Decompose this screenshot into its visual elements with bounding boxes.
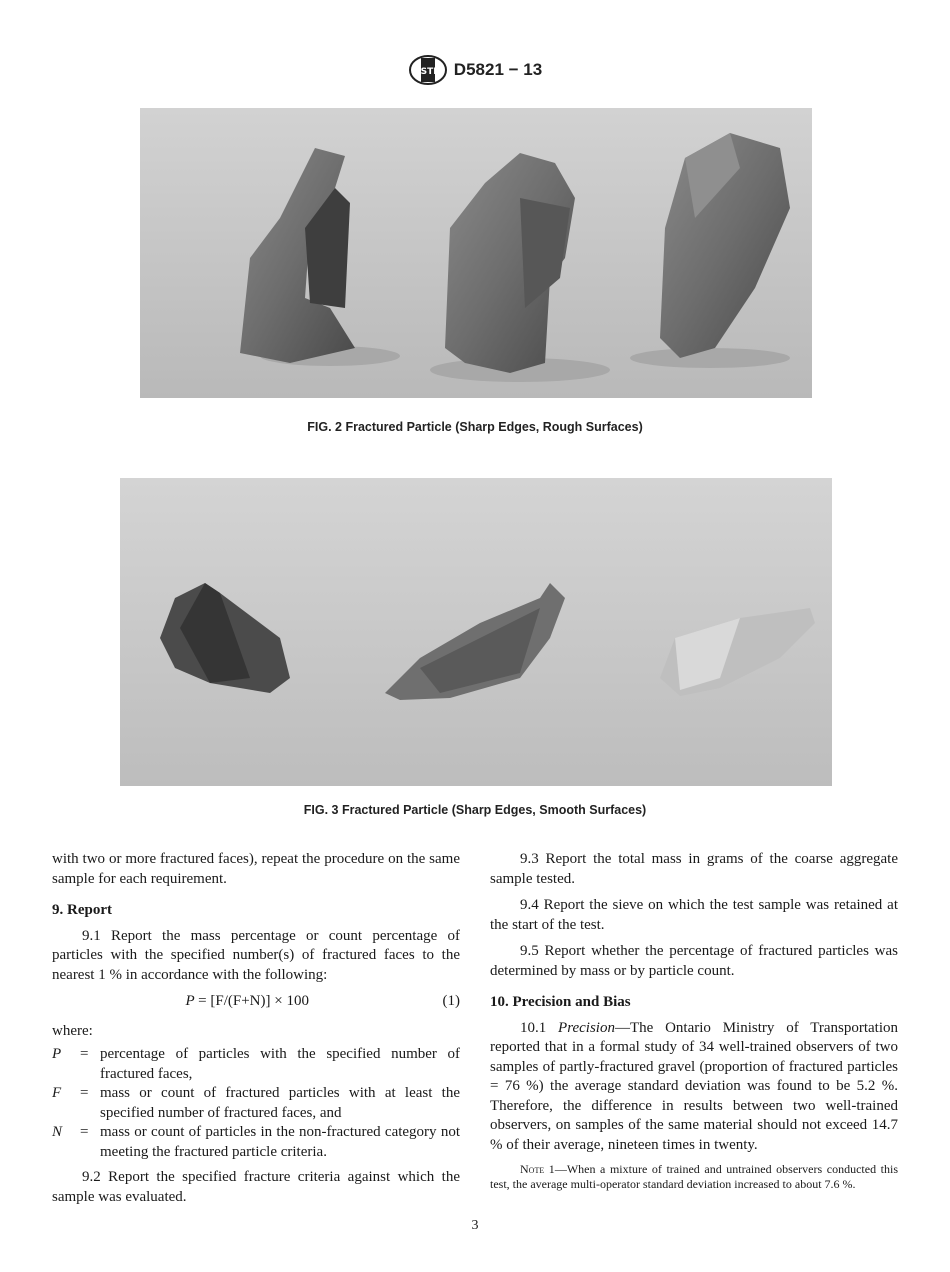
definition-list bbox=[52, 1045, 460, 1162]
paragraph-10-1: 10.1 Precision—The Ontario Ministry of Transportation reported that in a formal study of 34 well-trained observers of two samples of partly-fractured gravel (proportion of fractured particles = 76 %) the average standard deviation was found to be 5.2 %. Therefore, the difference in results between two well-trained observers, on samples of the same material should not exceed 14.7 % of their average, nineteen times in twenty. bbox=[490, 1019, 898, 1153]
page-number: 3 bbox=[471, 1218, 479, 1233]
right-column bbox=[490, 850, 898, 1199]
document-code: D5821 − 13 bbox=[453, 60, 543, 79]
svg-text:ASTM: ASTM bbox=[413, 67, 443, 77]
definition-row: P = percentage of particles with the specified number of fractured faces, bbox=[52, 1046, 460, 1082]
equation-formula: P = [F/(F+N)] × 100 bbox=[185, 993, 309, 1009]
astm-logo-icon bbox=[408, 54, 448, 86]
definition-row: F = mass or count of fractured particles with at least the specified number of fractured faces, and bbox=[52, 1085, 460, 1121]
paragraph-9-3: 9.3 Report the total mass in grams of the coarse aggregate sample tested. bbox=[490, 851, 898, 887]
page-header bbox=[0, 52, 950, 88]
figure-2-caption: FIG. 2 Fractured Particle (Sharp Edges, Rough Surfaces) bbox=[307, 420, 643, 434]
definition-row: N = mass or count of particles in the non-fractured category not meeting the fractured particle criteria. bbox=[52, 1124, 460, 1160]
figure-3-photo bbox=[120, 478, 832, 786]
continuation-paragraph: with two or more fractured faces), repeat the procedure on the same sample for each requirement. bbox=[52, 851, 460, 887]
note-1: Note 1—When a mixture of trained and untrained observers conducted this test, the average multi-operator standard deviation increased to about 7.6 %. bbox=[490, 1162, 898, 1191]
paragraph-9-5: 9.5 Report whether the percentage of fractured particles was determined by mass or by particle count. bbox=[490, 943, 898, 979]
equation-number: (1) bbox=[442, 993, 460, 1009]
where-label: where: bbox=[52, 1022, 93, 1039]
paragraph-9-1: 9.1 Report the mass percentage or count percentage of particles with the specified number(s) of fractured faces to the nearest 1 % in accordance with the following: bbox=[52, 927, 460, 983]
section-9-heading: 9. Report bbox=[52, 902, 112, 918]
paragraph-9-2: 9.2 Report the specified fracture criteria against which the sample was evaluated. bbox=[52, 1169, 460, 1205]
left-column bbox=[52, 850, 460, 1214]
equation-1 bbox=[52, 992, 460, 1012]
section-10-heading: 10. Precision and Bias bbox=[490, 994, 631, 1010]
figure-2-photo bbox=[140, 108, 812, 398]
figure-3-caption: FIG. 3 Fractured Particle (Sharp Edges, Smooth Surfaces) bbox=[303, 803, 647, 817]
paragraph-9-4: 9.4 Report the sieve on which the test sample was retained at the start of the test. bbox=[490, 897, 898, 933]
